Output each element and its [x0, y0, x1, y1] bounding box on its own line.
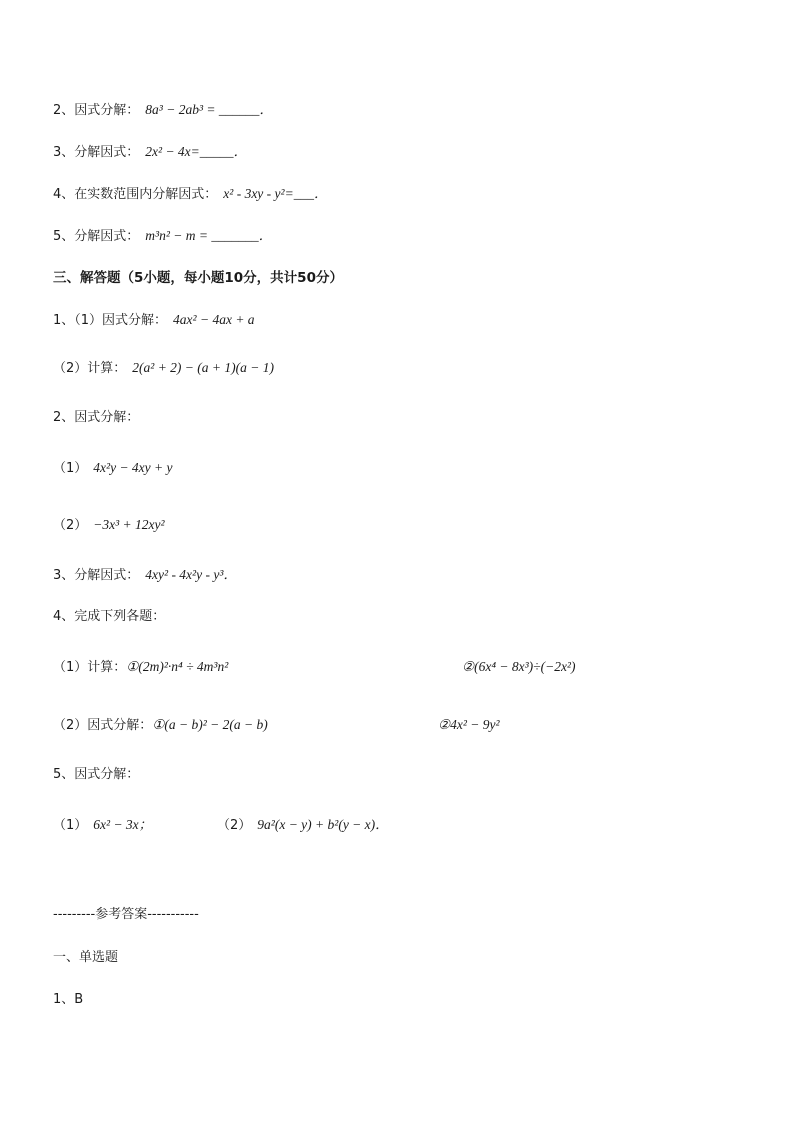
question-label: 4、在实数范围内分解因式： — [53, 187, 218, 202]
question-label: 3、分解因式： — [53, 568, 140, 583]
math-expression: 9a²(x − y) + b²(y − x)． — [257, 817, 389, 832]
math-expression: 2x² − 4x=_____． — [145, 144, 248, 159]
answer-header: ---------参考答案----------- — [53, 907, 199, 922]
math-expression: 4xy² - 4x²y - y³． — [145, 567, 237, 582]
question-5-part-1 — [53, 816, 152, 835]
answer-item: 1、B — [53, 992, 84, 1007]
question-label: （1）计算： — [53, 660, 127, 675]
fill-blank-2 — [53, 101, 273, 120]
question-label: 2、因式分解： — [53, 103, 140, 118]
question-4-title: 4、完成下列各题： — [53, 609, 166, 624]
math-expression: x² - 3xy - y²=___． — [223, 186, 328, 201]
fill-blank-4 — [53, 185, 327, 204]
math-expression: 8a³ − 2ab³ = ______． — [145, 102, 273, 117]
fill-blank-3 — [53, 143, 247, 162]
fill-blank-5 — [53, 227, 272, 246]
math-expression: −3x³ + 12xy² — [93, 517, 165, 532]
math-expression: ②4x² − 9y² — [438, 717, 500, 732]
question-label: （1） — [53, 461, 88, 476]
math-expression: ②(6x⁴ − 8x³)÷(−2x²) — [462, 659, 576, 674]
math-expression: 4ax² − 4ax + a — [173, 312, 255, 327]
question-label: 1、（1）因式分解： — [53, 313, 168, 328]
question-4-row-2 — [53, 716, 268, 735]
question-1-part-2 — [53, 359, 274, 378]
section-title: 三、解答题（5小题，每小题10分，共计50分） — [53, 270, 343, 286]
question-2-title: 2、因式分解： — [53, 410, 140, 425]
question-label: 3、分解因式： — [53, 145, 140, 160]
question-4-row-1 — [53, 658, 228, 677]
question-5-title: 5、因式分解： — [53, 767, 140, 782]
math-expression: ①(a − b)² − 2(a − b) — [152, 717, 268, 732]
answer-section-title: 一、单选题 — [53, 950, 119, 965]
question-5-part-2 — [217, 816, 389, 835]
math-expression: 4x²y − 4xy + y — [93, 460, 173, 475]
question-1-part-1 — [53, 311, 255, 330]
question-label: （2）因式分解： — [53, 718, 153, 733]
question-label: 5、分解因式： — [53, 229, 140, 244]
question-2-part-1 — [53, 459, 173, 478]
math-expression: 2(a² + 2) − (a + 1)(a − 1) — [132, 360, 274, 375]
question-label: （2） — [217, 818, 252, 833]
math-expression: ①(2m)²·n⁴ ÷ 4m³n² — [126, 659, 229, 674]
math-expression: 6x² − 3x； — [93, 817, 153, 832]
question-3 — [53, 566, 237, 585]
question-label: （1） — [53, 818, 88, 833]
question-label: （2） — [53, 518, 88, 533]
question-2-part-2 — [53, 516, 165, 535]
math-expression: m³n² − m = _______． — [145, 228, 273, 243]
question-label: （2）计算： — [53, 361, 127, 376]
